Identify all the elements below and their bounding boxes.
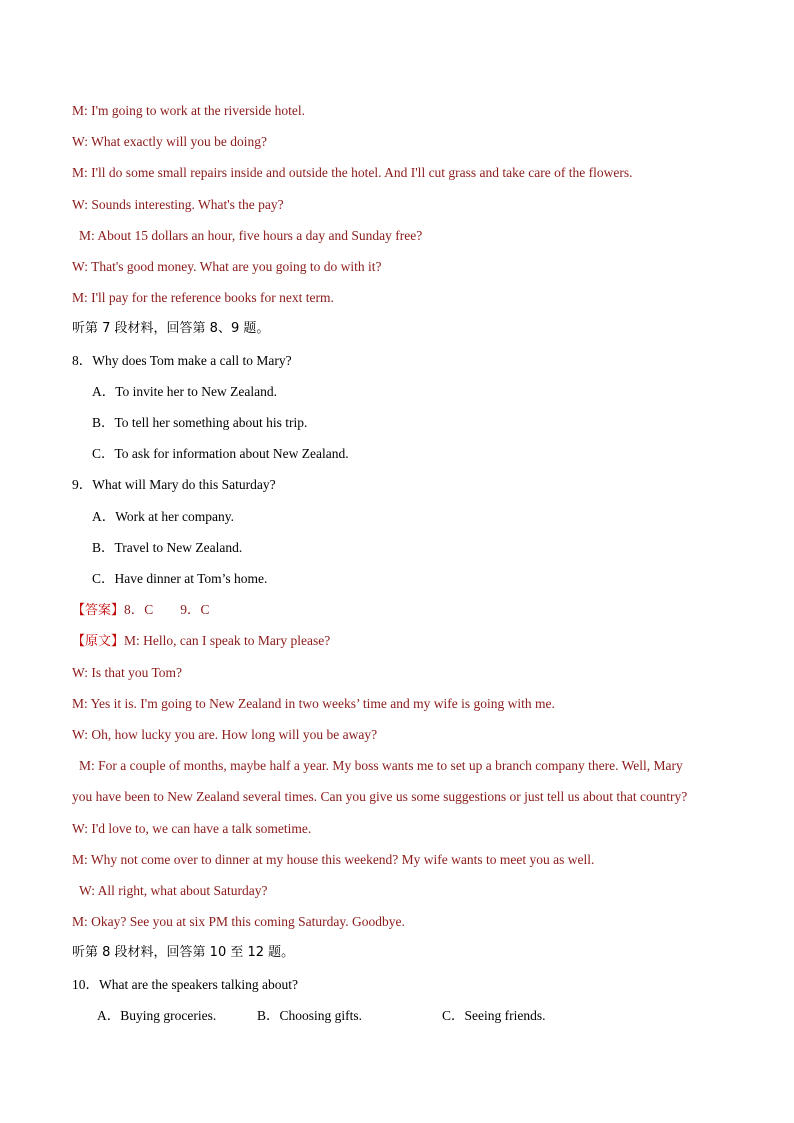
question-10-stem: 10．What are the speakers talking about?	[72, 977, 299, 992]
question-10-option-b: B．Choosing gifts.	[257, 1008, 363, 1023]
dialogue-line: W: All right, what about Saturday?	[79, 883, 268, 898]
dialogue-line: M: Why not come over to dinner at my house this weekend? My wife wants to meet you as well.	[72, 852, 595, 867]
answer-tag: 【答案】	[72, 603, 125, 618]
dialogue-line: M: I'm going to work at the riverside hotel.	[72, 103, 306, 118]
dialogue-line: M: For a couple of months, maybe half a year. My boss wants me to set up a branch company there. Well, Mary	[79, 758, 683, 773]
dialogue-line: W: Is that you Tom?	[72, 665, 183, 680]
answer-line	[72, 602, 210, 619]
question-10-option-a: A．Buying groceries.	[97, 1008, 217, 1023]
dialogue-line: you have been to New Zealand several times. Can you give us some suggestions or just tell us about that country?	[72, 789, 688, 804]
question-9-option-a: A．Work at her company.	[92, 509, 234, 524]
dialogue-line: W: I'd love to, we can have a talk sometime.	[72, 821, 312, 836]
question-9-option-c: C．Have dinner at Tom’s home.	[92, 571, 268, 586]
question-8-option-b: B．To tell her something about his trip.	[92, 415, 308, 430]
question-8-stem: 8．Why does Tom make a call to Mary?	[72, 353, 292, 368]
section-heading-7: 听第 7 段材料，回答第 8、9 题。	[72, 321, 270, 336]
question-8-option-a: A．To invite her to New Zealand.	[92, 384, 277, 399]
dialogue-line: M: Hello, can I speak to Mary please?	[124, 633, 331, 648]
answer-text: 8．C 9．C	[124, 602, 210, 617]
dialogue-line: M: Okay? See you at six PM this coming Saturday. Goodbye.	[72, 914, 405, 929]
dialogue-line: W: Oh, how lucky you are. How long will you be away?	[72, 727, 378, 742]
original-tag: 【原文】	[72, 634, 125, 649]
dialogue-line: W: Sounds interesting. What's the pay?	[72, 197, 284, 212]
dialogue-line: M: About 15 dollars an hour, five hours a day and Sunday free?	[79, 228, 423, 243]
question-10-option-c: C．Seeing friends.	[442, 1008, 546, 1023]
dialogue-line: W: That's good money. What are you going to do with it?	[72, 259, 382, 274]
section-heading-8: 听第 8 段材料，回答第 10 至 12 题。	[72, 945, 295, 960]
question-9-option-b: B．Travel to New Zealand.	[92, 540, 243, 555]
question-9-stem: 9．What will Mary do this Saturday?	[72, 477, 276, 492]
dialogue-line: M: I'll do some small repairs inside and outside the hotel. And I'll cut grass and take care of the flowers.	[72, 165, 633, 180]
dialogue-line: M: Yes it is. I'm going to New Zealand in two weeks’ time and my wife is going with me.	[72, 696, 555, 711]
question-8-option-c: C．To ask for information about New Zealand.	[92, 446, 349, 461]
original-line	[72, 633, 330, 650]
dialogue-line: M: I'll pay for the reference books for next term.	[72, 290, 334, 305]
dialogue-line: W: What exactly will you be doing?	[72, 134, 267, 149]
